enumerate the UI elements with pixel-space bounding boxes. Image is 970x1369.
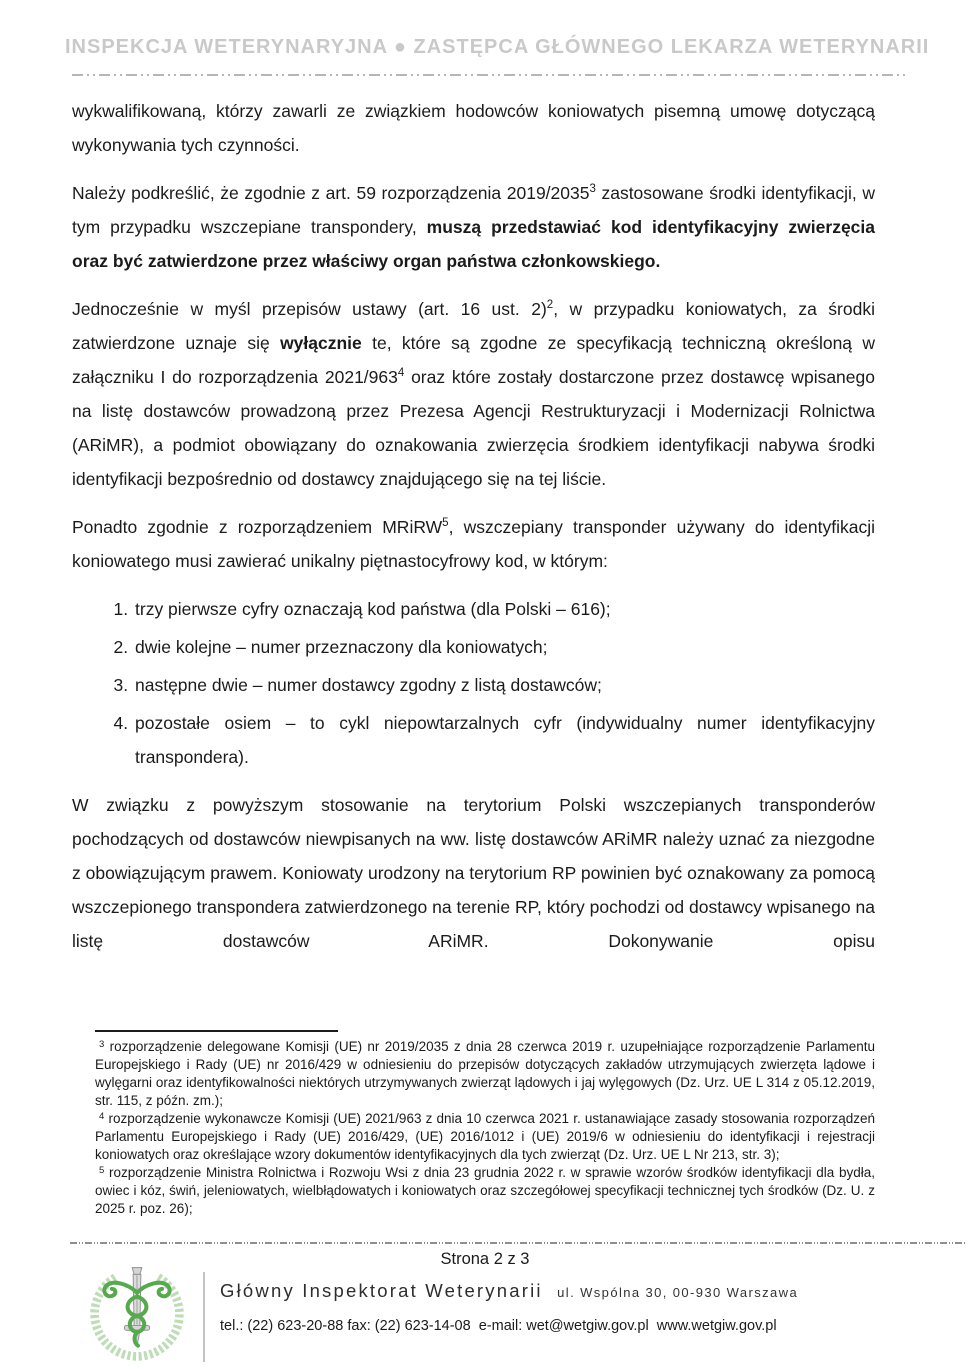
- list-item: 1. trzy pierwsze cyfry oznaczają kod państwa (dla Polski – 616);: [133, 592, 875, 626]
- footer-contact-block: [220, 1280, 820, 1334]
- list-item: 3. następne dwie – numer dostawcy zgodny z listą dostawców;: [133, 668, 875, 702]
- footnote-4: $^4$ rozporządzenie wykonawcze Komisji (UE) 2021/963 z dnia 10 czerwca 2021 r. ustanawiające zasady stosowania rozporządzeń Parlamentu Europejskiego i Rady (UE) 2016/429, (UE) 2016/1012 i (UE) 2019/6 w odniesieniu do identyfikacji i rejestracji koniowatych oraz określające wzory dokumentów identyfikacyjnych dla tych zwierząt (Dz. Urz. UE L Nr 213, str. 3);: [95, 1111, 875, 1162]
- paragraph: wykwalifikowaną, którzy zawarli ze związkiem hodowców koniowatych pisemną umowę dotyczącą wykonywania tych czynności.: [72, 101, 875, 155]
- header-divider: [72, 74, 905, 76]
- organization-contact: tel.: (22) 623-20-88 fax: (22) 623-14-08 e-mail: wet@wetgiw.gov.pl www.wetgiw.gov.pl: [220, 1318, 777, 1334]
- list-item: 2. dwie kolejne – numer przeznaczony dla koniowatych;: [133, 630, 875, 664]
- transponder-code-list: [72, 592, 875, 774]
- veterinary-caduceus-logo-icon: [84, 1258, 190, 1364]
- organization-address: ul. Wspólna 30, 00-930 Warszawa: [557, 1285, 799, 1300]
- paragraph: W związku z powyższym stosowanie na terytorium Polski wszczepianych transponderów pochodzących od dostawców niewpisanych na ww. listę dostawców ARiMR należy uznać za niezgodne z obowiązującym prawem. Koniowaty urodzony na terytorium RP powinien być oznakowany za pomocą wszczepionego transpondera zatwierdzonego na terenie RP, który pochodzi od dostawcy wpisanego na listę dostawców ARiMR. Dokonywanie opisu: [72, 795, 875, 951]
- paragraph: Należy podkreślić, że zgodnie z art. 59 rozporządzenia 2019/2035$^3$ zastosowane środki identyfikacji, w tym przypadku wszczepiane transpondery, muszą przedstawiać kod identyfikacyjny zwierzęcia oraz być zatwierdzone przez właściwy organ państwa członkowskiego.: [72, 183, 876, 271]
- organization-name: Główny Inspektorat Weterynarii: [220, 1280, 543, 1301]
- paragraph: Ponadto zgodnie z rozporządzeniem MRiRW$^5$, wszczepiany transponder używany do identyfikacji koniowatego musi zawierać unikalny piętnastocyfrowy kod, w którym:: [72, 517, 875, 571]
- document-header-title: INSPEKCJA WETERYNARYJNA ● ZASTĘPCA GŁÓWNEGO LEKARZA WETERYNARII: [65, 36, 930, 58]
- footnote-5: $^5$ rozporządzenie Ministra Rolnictwa i Rozwoju Wsi z dnia 23 grudnia 2022 r. w sprawie wzorów środków identyfikacji dla bydła, owiec i kóz, świń, jeleniowatych, wielbłądowatych i koniowatych oraz szczegółowej specyfikacji technicznej tych środków (Dz. U. z 2025 r. poz. 26);: [95, 1165, 875, 1216]
- footer-divider: [70, 1242, 965, 1244]
- footnotes-section: [95, 1030, 875, 1218]
- paragraph: Jednocześnie w myśl przepisów ustawy (art. 16 ust. 2)$^2$, w przypadku koniowatych, za środki zatwierdzone uznaje się wyłącznie te, które są zgodne ze specyfikacją techniczną określoną w załączniku I do rozporządzenia $2021/963^4$ oraz które zostały dostarczone przez dostawcę wpisanego na listę dostawców prowadzoną przez Prezesa Agencji Restrukturyzacji i Modernizacji Rolnictwa (ARiMR), a podmiot obowiązany do oznakowania zwierzęcia środkiem identyfikacji nabywa środki identyfikacji bezpośrednio od dostawcy znajdującego się na tej liście.: [72, 299, 876, 489]
- document-body: [72, 94, 875, 972]
- footer-vertical-separator: [203, 1272, 205, 1362]
- list-item: 4. pozostałe osiem – to cykl niepowtarzalnych cyfr (indywidualny numer identyfikacyjny transpondera).: [133, 706, 875, 774]
- footnote-separator: [95, 1030, 338, 1032]
- page-number: Strona 2 z 3: [440, 1250, 530, 1268]
- footnote-3: $^3$ rozporządzenie delegowane Komisji (UE) nr 2019/2035 z dnia 28 czerwca 2019 r. uzupełniające rozporządzenie Parlamentu Europejskiego i Rady (UE) nr 2016/429 w odniesieniu do przepisów dotyczących zakładów utrzymujących zwierzęta lądowe i wylęgarni oraz identyfikowalności niektórych utrzymywanych zwierząt lądowych i jaj wylęgowych (Dz. Urz. UE L 314 z 05.12.2019, str. 115, z późn. zm.);: [95, 1039, 875, 1108]
